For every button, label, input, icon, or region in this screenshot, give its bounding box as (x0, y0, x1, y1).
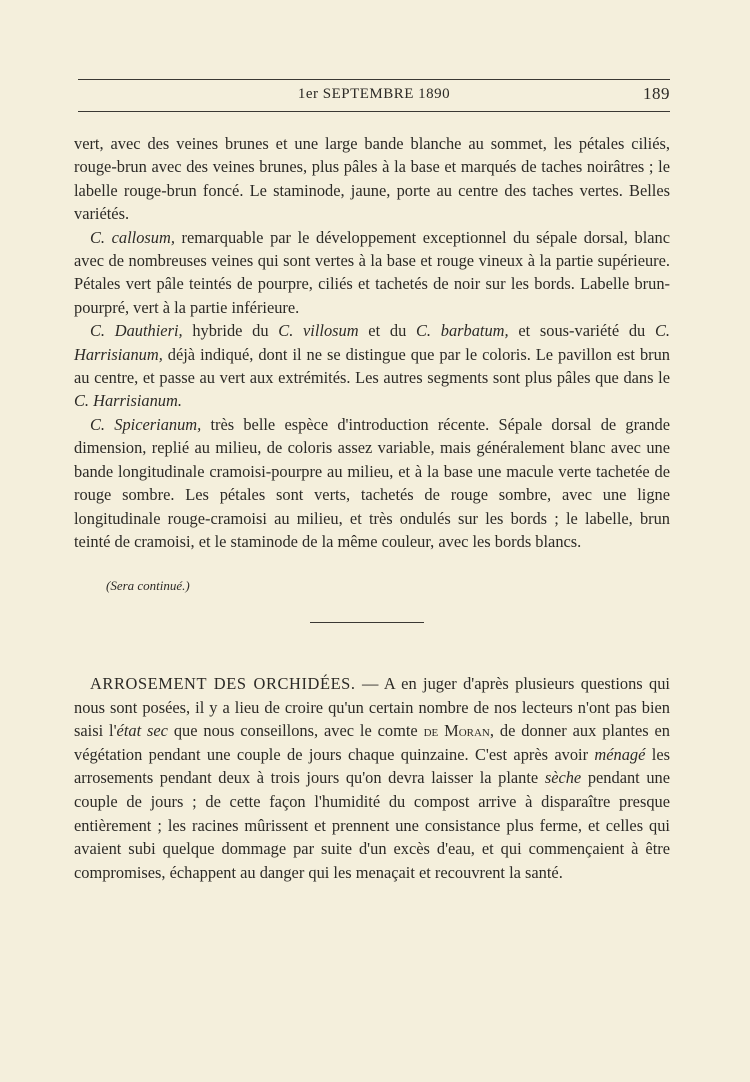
author-name: de Moran (423, 721, 490, 741)
paragraph-continued (74, 132, 670, 226)
paragraph-watering (74, 672, 670, 884)
paragraph-text: , de donner aux plantes en végétation pendant une couple de jours chaque quinzaine. C'est après avoir (74, 721, 670, 764)
emphasis-text: ménagé (594, 744, 646, 764)
species-name: C. villosum (278, 321, 359, 341)
paragraph-text: déjà indiqué, dont il ne se distingue que par le coloris. Le pavillon est brun au centre, et passe au vert aux extrémités. Les autres segments sont plus pâles que dans le (74, 344, 670, 388)
article-heading: ARROSEMENT DES ORCHIDÉES. (90, 674, 356, 693)
emphasis-text: sèche (544, 768, 582, 788)
paragraph-text: et du (358, 321, 416, 341)
species-name: C. Harrisianum. (74, 391, 182, 411)
paragraph-text: que nous conseillons, avec le comte (167, 721, 424, 741)
page-number: 189 (643, 84, 670, 103)
emphasis-text: état sec (116, 721, 168, 741)
paragraph-dauthieri (74, 319, 670, 413)
species-name: C. Dauthieri, (90, 321, 183, 341)
paragraph-text: — A en juger d'après plusieurs questions qui nous sont posées, il y a lieu de croire qu'un certain nombre de nos lecteurs n'ont pas bien saisi l' (74, 674, 670, 741)
paragraph-text: et sous-variété du (508, 321, 655, 341)
article-watering-orchids (74, 672, 670, 884)
paragraph-text: pendant une couple de jours ; de cette façon l'humidité du compost arrive à disparaître presque entièrement ; les racines mûrissent et prennent une consistance plus ferme, et celles qui avaient subi quelque dommage par suite d'un excès d'eau, et qui commençaient à être compromises, échappent au danger qui les menaçait et recouvrent la santé. (74, 768, 671, 882)
paragraph-text: très belle espèce d'introduction récente. Sépale dorsal de grande dimension, replié au milieu, de coloris assez variable, mais généralement blanc avec une bande longitudinale cramoisi-pourpre au milieu, et à la base une macule verte tachetée de rouge sombre. Les pétales sont verts, tachetés de rouge sombre, avec une ligne longitudinale rouge-cramoisi au milieu, et très ondulés sur les bords ; le labelle, brun teinté de cramoisi, et le staminode de la même couleur, avec les bords blancs. (74, 414, 670, 551)
section-divider (310, 622, 424, 623)
to-be-continued-note: (Sera continué.) (106, 578, 190, 593)
header-rule-top (78, 79, 670, 80)
running-header (78, 82, 670, 108)
species-name: C. barbatum, (416, 321, 509, 341)
header-date: 1er SEPTEMBRE 1890 (297, 86, 451, 102)
paragraph-spicerianum (74, 413, 670, 553)
paragraph-text: les arrosements pendant deux à trois jours qu'on devra laisser la plante (74, 744, 670, 788)
paragraph-text: remarquable par le développement exceptionnel du sépale dorsal, blanc avec de nombreuses veines qui sont vertes à la base et rouge vineux à la partie supérieure. Pétales vert pâle teintés de pourpre, ciliés et tachetés de noir sur les bords. Labelle brun-pourpré, vert à la partie inférieure. (74, 227, 670, 317)
header-rule-bottom (78, 111, 670, 112)
article-cypripedium-varieties (74, 132, 670, 553)
species-name: C. Harrisianum, (74, 321, 670, 364)
paragraph-text: vert, avec des veines brunes et une large bande blanche au sommet, les pétales ciliés, rouge-brun avec des veines brunes, plus pâles à la base et marqués de taches noirâtres ; le labelle rouge-brun foncé. Le staminode, jaune, porte au centre des taches vertes. Belles variétés. (74, 134, 670, 224)
species-name: C. callosum, (90, 227, 175, 247)
species-name: C. Spicerianum, (90, 414, 202, 434)
paragraph-text: hybride du (182, 321, 279, 341)
paragraph-callosum (74, 226, 670, 320)
